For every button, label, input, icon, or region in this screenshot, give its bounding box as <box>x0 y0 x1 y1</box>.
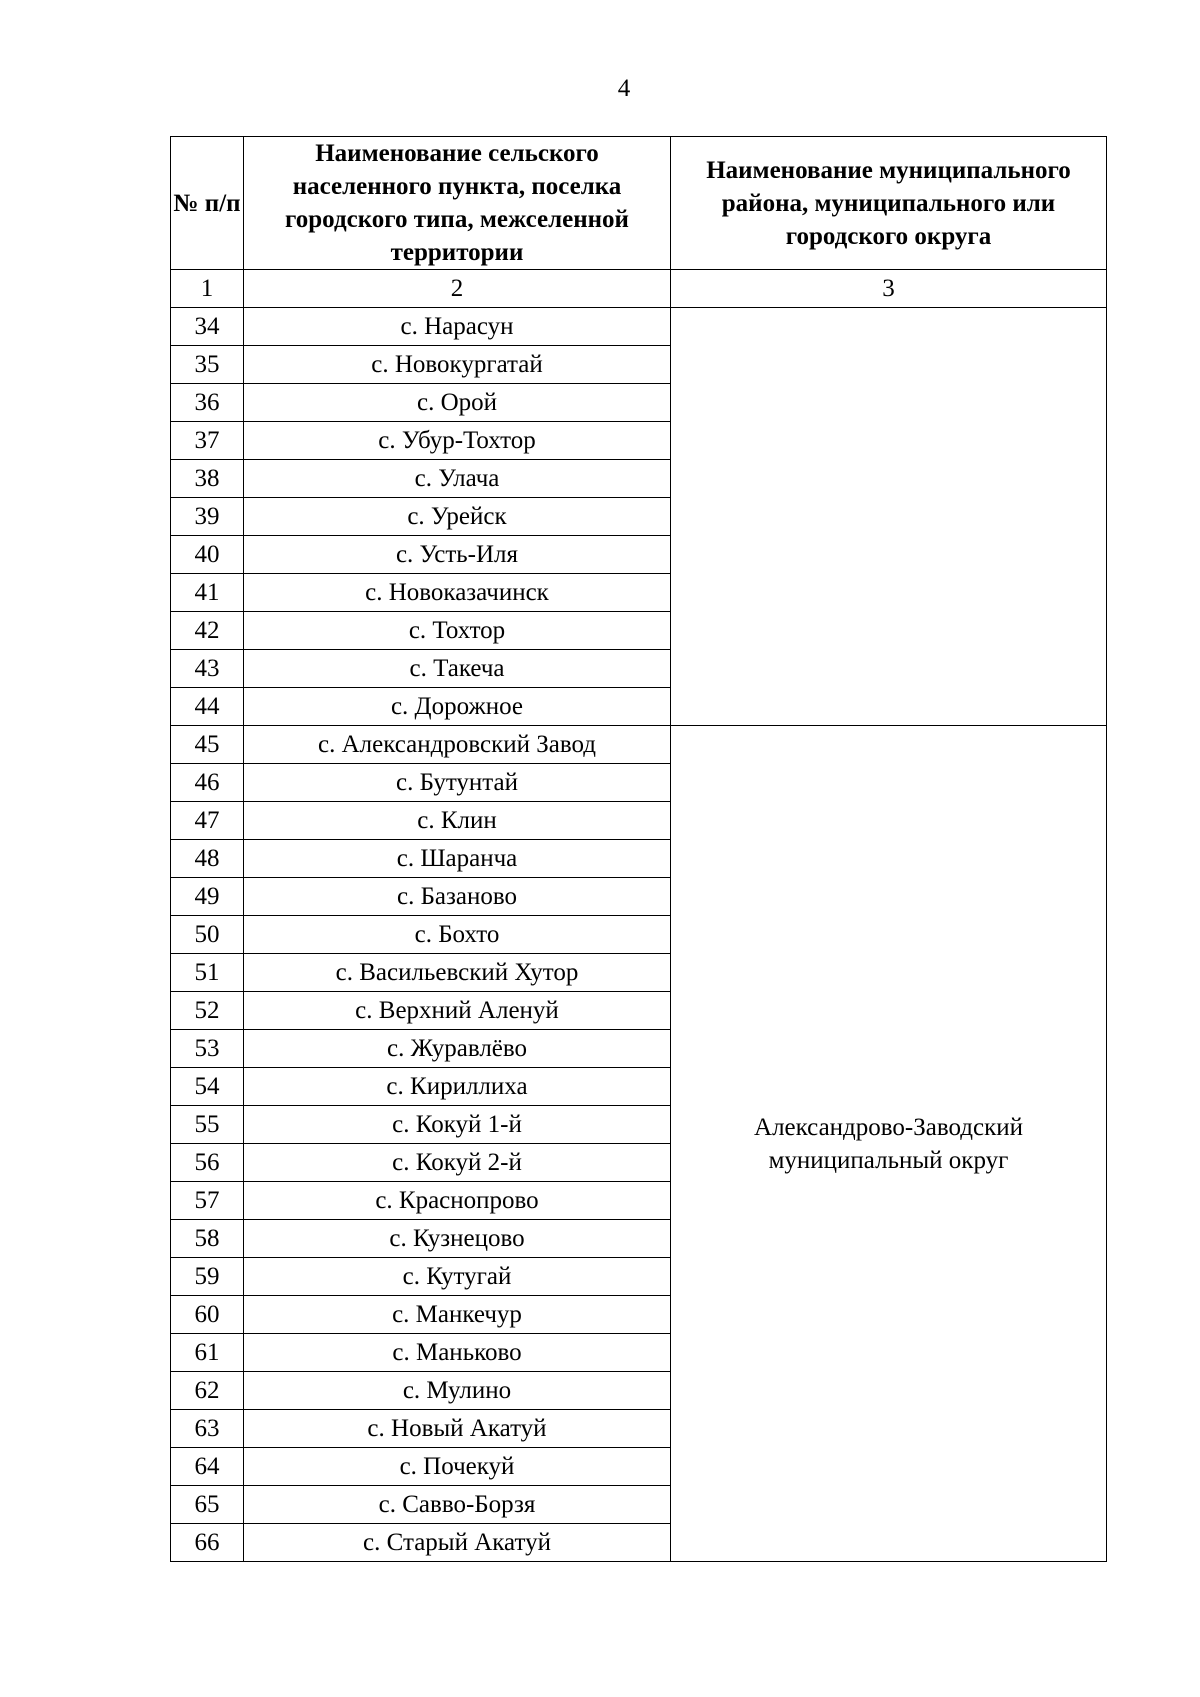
settlement-name: с. Улача <box>244 460 671 498</box>
settlement-name: с. Кутугай <box>244 1258 671 1296</box>
row-number: 55 <box>171 1106 244 1144</box>
row-number: 57 <box>171 1182 244 1220</box>
row-number: 51 <box>171 954 244 992</box>
row-number: 52 <box>171 992 244 1030</box>
settlement-name: с. Урейск <box>244 498 671 536</box>
settlement-name: с. Шаранча <box>244 840 671 878</box>
settlement-name: с. Кокуй 2-й <box>244 1144 671 1182</box>
row-number: 43 <box>171 650 244 688</box>
row-number: 53 <box>171 1030 244 1068</box>
settlement-name: с. Васильевский Хутор <box>244 954 671 992</box>
row-number: 48 <box>171 840 244 878</box>
row-number: 61 <box>171 1334 244 1372</box>
settlement-name: с. Базаново <box>244 878 671 916</box>
settlement-name: с. Дорожное <box>244 688 671 726</box>
row-number: 62 <box>171 1372 244 1410</box>
column-number: 1 <box>171 270 244 308</box>
row-number: 38 <box>171 460 244 498</box>
row-number: 54 <box>171 1068 244 1106</box>
table-row <box>171 726 1107 764</box>
row-number: 39 <box>171 498 244 536</box>
settlement-name: с. Почекуй <box>244 1448 671 1486</box>
row-number: 66 <box>171 1524 244 1562</box>
row-number: 40 <box>171 536 244 574</box>
settlement-name: с. Тохтор <box>244 612 671 650</box>
row-number: 58 <box>171 1220 244 1258</box>
settlement-name: с. Новый Акатуй <box>244 1410 671 1448</box>
header-row <box>171 137 1107 270</box>
settlement-name: с. Такеча <box>244 650 671 688</box>
district-name: Александрово-Заводский муниципальный округ <box>671 726 1107 1562</box>
header-num: № п/п <box>171 137 244 270</box>
settlement-name: с. Журавлёво <box>244 1030 671 1068</box>
settlement-name: с. Кокуй 1-й <box>244 1106 671 1144</box>
settlement-name: с. Кириллиха <box>244 1068 671 1106</box>
settlement-name: с. Маньково <box>244 1334 671 1372</box>
header-district: Наименование муниципального района, муниципального или городского округа <box>671 137 1107 270</box>
settlement-name: с. Бутунтай <box>244 764 671 802</box>
row-number: 56 <box>171 1144 244 1182</box>
district-empty-cell <box>671 308 1107 726</box>
row-number: 64 <box>171 1448 244 1486</box>
row-number: 50 <box>171 916 244 954</box>
row-number: 36 <box>171 384 244 422</box>
settlement-name: с. Александровский Завод <box>244 726 671 764</box>
row-number: 37 <box>171 422 244 460</box>
page-number: 4 <box>617 75 631 102</box>
row-number: 44 <box>171 688 244 726</box>
row-number: 46 <box>171 764 244 802</box>
settlement-name: с. Старый Акатуй <box>244 1524 671 1562</box>
group-1-rows <box>171 308 1107 726</box>
settlement-name: с. Орой <box>244 384 671 422</box>
row-number: 35 <box>171 346 244 384</box>
settlement-name: с. Манкечур <box>244 1296 671 1334</box>
settlement-name: с. Бохто <box>244 916 671 954</box>
settlement-name: с. Краснопрово <box>244 1182 671 1220</box>
settlement-name: с. Новокургатай <box>244 346 671 384</box>
settlement-name: с. Кузнецово <box>244 1220 671 1258</box>
settlement-name: с. Убур-Тохтор <box>244 422 671 460</box>
column-number-row <box>171 270 1107 308</box>
settlement-name: с. Нарасун <box>244 308 671 346</box>
table-row <box>171 308 1107 346</box>
settlement-name: с. Клин <box>244 802 671 840</box>
row-number: 34 <box>171 308 244 346</box>
settlement-name: с. Усть-Иля <box>244 536 671 574</box>
row-number: 42 <box>171 612 244 650</box>
column-number: 2 <box>244 270 671 308</box>
row-number: 49 <box>171 878 244 916</box>
column-number: 3 <box>671 270 1107 308</box>
row-number: 59 <box>171 1258 244 1296</box>
row-number: 47 <box>171 802 244 840</box>
row-number: 60 <box>171 1296 244 1334</box>
row-number: 41 <box>171 574 244 612</box>
settlements-table <box>170 136 1107 1562</box>
settlement-name: с. Верхний Аленуй <box>244 992 671 1030</box>
settlement-name: с. Мулино <box>244 1372 671 1410</box>
row-number: 65 <box>171 1486 244 1524</box>
settlement-name: с. Новоказачинск <box>244 574 671 612</box>
row-number: 45 <box>171 726 244 764</box>
header-settlement: Наименование сельского населенного пункта, поселка городского типа, межселенной территории <box>244 137 671 270</box>
settlement-name: с. Савво-Борзя <box>244 1486 671 1524</box>
group-2-rows <box>171 726 1107 1562</box>
row-number: 63 <box>171 1410 244 1448</box>
